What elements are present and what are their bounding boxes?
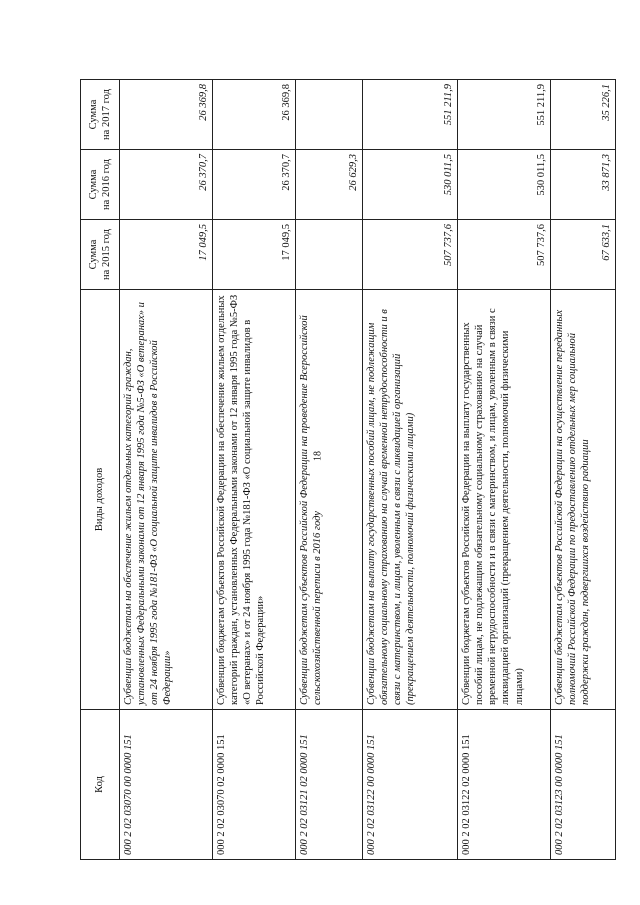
kind-cell: Субвенции бюджетам на обеспечение жильем отдельных категорий граждан, установленных Федеральными законами от 12 января 1995 года №5-ФЗ «О ветеранах» и от 24 ноября 1995 года №181-ФЗ «О социальной защите инвалидов в Российской Федерации» bbox=[120, 290, 213, 710]
value-2015-cell: 17 049,5 bbox=[120, 220, 213, 290]
revenue-table-rotated bbox=[80, 80, 612, 860]
value-2017-cell: 26 369,8 bbox=[213, 80, 296, 150]
value-2017-cell: 551 211,9 bbox=[363, 80, 458, 150]
value-2017-cell: 551 211,9 bbox=[458, 80, 551, 150]
value-2016-cell: 26 370,7 bbox=[120, 150, 213, 220]
header-kind: Виды доходов bbox=[81, 290, 120, 710]
header-2015: Сумма на 2015 год bbox=[81, 220, 120, 290]
value-2015-cell: 507 737,6 bbox=[458, 220, 551, 290]
header-code: Код bbox=[81, 710, 120, 860]
code-cell: 000 2 02 03070 02 0000 151 bbox=[213, 710, 296, 860]
kind-cell: Субвенции бюджетам субъектов Российской Федерации на выплату государственных пособий лицам, не подлежащим обязательному социальному страхованию на случай временной нетрудоспособности и в связи с материнством, и лицам, уволенным в связи с ликвидацией организаций (прекращением деятельности, полномочий физическими лицами) bbox=[458, 290, 551, 710]
table-row bbox=[120, 80, 213, 860]
value-2016-cell: 530 011,5 bbox=[363, 150, 458, 220]
value-2017-cell bbox=[296, 80, 363, 150]
header-2016: Сумма на 2016 год bbox=[81, 150, 120, 220]
value-2016-cell: 26 370,7 bbox=[213, 150, 296, 220]
kind-cell: Субвенции бюджетам субъектов Российской Федерации на обеспечение жильем отдельных категорий граждан, установленных Федеральными законами от 12 января 1995 года №5-ФЗ «О ветеранах» и от 24 ноября 1995 года №181-ФЗ «О социальной защите инвалидов в Российской Федерации» bbox=[213, 290, 296, 710]
value-2015-cell: 67 633,1 bbox=[551, 220, 616, 290]
code-cell: 000 2 02 03121 02 0000 151 bbox=[296, 710, 363, 860]
value-2015-cell: 507 737,6 bbox=[363, 220, 458, 290]
table-row bbox=[296, 80, 363, 860]
kind-cell: Субвенции бюджетам субъектов Российской Федерации на осуществление переданных полномочий Российской Федерации по предоставлению отдельных мер социальной поддержки граждан, подвергшихся воздействию радиации bbox=[551, 290, 616, 710]
code-cell: 000 2 02 03122 00 0000 151 bbox=[363, 710, 458, 860]
value-2016-cell: 33 871,3 bbox=[551, 150, 616, 220]
table-row bbox=[363, 80, 458, 860]
code-cell: 000 2 02 03122 02 0000 151 bbox=[458, 710, 551, 860]
table-row bbox=[213, 80, 296, 860]
page-number: 18 bbox=[312, 451, 324, 461]
value-2016-cell: 530 011,5 bbox=[458, 150, 551, 220]
kind-cell: Субвенции бюджетам субъектов Российской Федерации на проведение Всероссийской сельскохозяйственной переписи в 2016 году bbox=[296, 290, 363, 710]
value-2017-cell: 26 369,8 bbox=[120, 80, 213, 150]
table-row bbox=[458, 80, 551, 860]
code-cell: 000 2 02 03123 00 0000 151 bbox=[551, 710, 616, 860]
revenue-table bbox=[80, 79, 616, 860]
value-2016-cell: 26 629,3 bbox=[296, 150, 363, 220]
code-cell: 000 2 02 03070 00 0000 151 bbox=[120, 710, 213, 860]
table-row bbox=[551, 80, 616, 860]
kind-cell: Субвенции бюджетам на выплату государственных пособий лицам, не подлежащим обязательному социальному страхованию на случай временной нетрудоспособности и в связи с материнством, и лицам, уволенным в связи с ликвидацией организаций (прекращением деятельности, полномочий физическими лицами) bbox=[363, 290, 458, 710]
value-2017-cell: 35 226,1 bbox=[551, 80, 616, 150]
table-header-row bbox=[81, 80, 120, 860]
value-2015-cell bbox=[296, 220, 363, 290]
value-2015-cell: 17 049,5 bbox=[213, 220, 296, 290]
header-2017: Сумма на 2017 год bbox=[81, 80, 120, 150]
